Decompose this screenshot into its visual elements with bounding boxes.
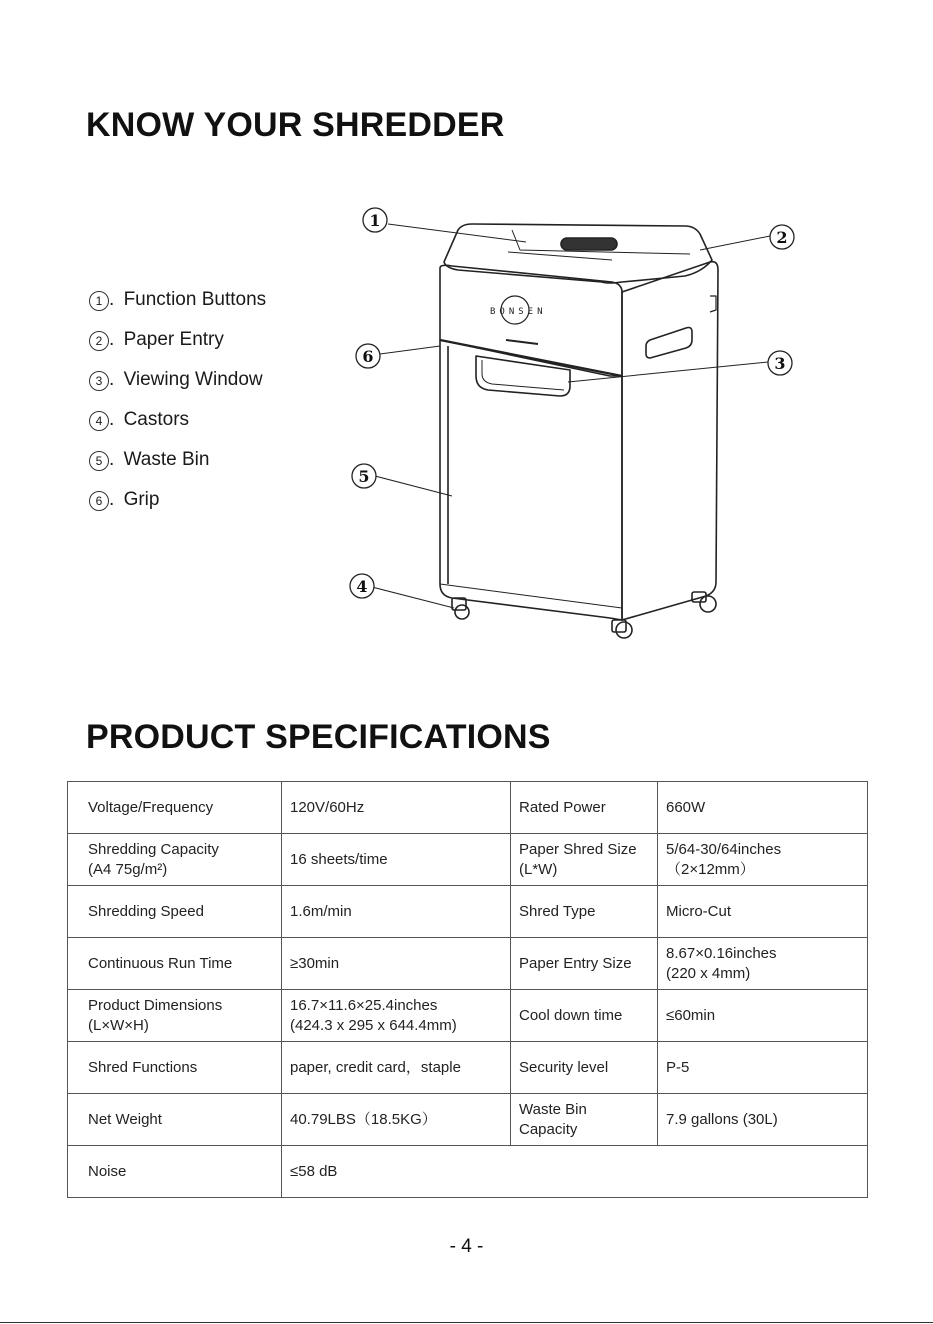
- table-row: [68, 782, 868, 834]
- parts-list: [89, 289, 266, 529]
- shredder-diagram: [340, 200, 800, 650]
- spec-label: Product Dimensions (L×W×H): [68, 990, 282, 1042]
- part-item-viewing-window: 3 . Viewing Window: [89, 369, 266, 409]
- spec-value: 1.6m/min: [282, 886, 511, 938]
- part-label: Viewing Window: [123, 369, 263, 390]
- callout-number: 1: [369, 211, 381, 230]
- part-item-waste-bin: 5 . Waste Bin: [89, 449, 266, 489]
- spec-label: Shredding Capacity (A4 75g/m²): [68, 834, 282, 886]
- spec-value: 40.79LBS（18.5KG）: [282, 1094, 511, 1146]
- product-specifications-title: PRODUCT SPECIFICATIONS: [86, 718, 551, 756]
- specifications-table: [67, 781, 868, 1198]
- leader-line-6: [380, 346, 440, 354]
- part-item-castors: 4 . Castors: [89, 409, 266, 449]
- spec-value: Micro-Cut: [658, 886, 868, 938]
- castor-front-right: [612, 620, 632, 638]
- part-number: 1: [89, 291, 109, 311]
- part-number: 2: [89, 331, 109, 351]
- spec-value: ≤58 dB: [282, 1146, 868, 1198]
- spec-label: Noise: [68, 1146, 282, 1198]
- callout-number: 3: [774, 354, 786, 373]
- spec-label: Net Weight: [68, 1094, 282, 1146]
- callout-5: [352, 464, 376, 488]
- table-row: [68, 990, 868, 1042]
- part-label: Grip: [123, 489, 160, 510]
- spec-value: 16 sheets/time: [282, 834, 511, 886]
- spec-value: 120V/60Hz: [282, 782, 511, 834]
- table-row: [68, 1146, 868, 1198]
- part-label: Paper Entry: [123, 329, 224, 350]
- spec-value: P-5: [658, 1042, 868, 1094]
- spec-label: Paper Shred Size (L*W): [511, 834, 658, 886]
- spec-label: Cool down time: [511, 990, 658, 1042]
- part-item-paper-entry: 2 . Paper Entry: [89, 329, 266, 369]
- spec-label: Paper Entry Size: [511, 938, 658, 990]
- table-row: [68, 1042, 868, 1094]
- shredder-side: [622, 262, 718, 620]
- part-number: 6: [89, 491, 109, 511]
- callout-number: 6: [362, 347, 374, 366]
- part-number: 5: [89, 451, 109, 471]
- bottom-rule: [0, 1322, 933, 1323]
- spec-label: Shred Type: [511, 886, 658, 938]
- spec-label: Shred Functions: [68, 1042, 282, 1094]
- part-item-function-buttons: 1 . Function Buttons: [89, 289, 266, 329]
- spec-label: Voltage/Frequency: [68, 782, 282, 834]
- function-buttons-panel: [561, 238, 617, 250]
- spec-value: paper, credit card，staple: [282, 1042, 511, 1094]
- part-label: Waste Bin: [123, 449, 210, 470]
- castor-front-left: [452, 598, 469, 619]
- part-number: 3: [89, 371, 109, 391]
- castor-back-right: [692, 592, 716, 612]
- spec-label: Shredding Speed: [68, 886, 282, 938]
- side-handle: [646, 328, 692, 359]
- spec-value: 16.7×11.6×25.4inches (424.3 x 295 x 644.4mm): [282, 990, 511, 1042]
- callout-4: [350, 574, 374, 598]
- table-row: [68, 938, 868, 990]
- page-number: - 4 -: [449, 1236, 484, 1257]
- spec-value: 660W: [658, 782, 868, 834]
- spec-value: ≤60min: [658, 990, 868, 1042]
- part-item-grip: 6 . Grip: [89, 489, 266, 529]
- leader-line-2: [700, 236, 770, 250]
- part-label: Castors: [123, 409, 190, 430]
- spec-label: Rated Power: [511, 782, 658, 834]
- callout-number: 4: [356, 577, 368, 596]
- table-row: [68, 834, 868, 886]
- spec-label: Continuous Run Time: [68, 938, 282, 990]
- know-your-shredder-title: KNOW YOUR SHREDDER: [86, 106, 505, 144]
- spec-value: 8.67×0.16inches (220 x 4mm): [658, 938, 868, 990]
- leader-line-1: [388, 224, 526, 242]
- spec-value: 5/64-30/64inches （2×12mm）: [658, 834, 868, 886]
- callout-2: [770, 225, 794, 249]
- spec-value: 7.9 gallons (30L): [658, 1094, 868, 1146]
- spec-label: Waste Bin Capacity: [511, 1094, 658, 1146]
- callout-3: [768, 351, 792, 375]
- callout-1: [363, 208, 387, 232]
- brand-logo: BONSEN: [490, 307, 547, 317]
- callout-6: [356, 344, 380, 368]
- table-row: [68, 1094, 868, 1146]
- spec-label: Security level: [511, 1042, 658, 1094]
- callout-number: 5: [358, 467, 370, 486]
- part-number: 4: [89, 411, 109, 431]
- waste-bin: [440, 340, 622, 620]
- callout-number: 2: [776, 228, 788, 247]
- part-label: Function Buttons: [123, 289, 267, 310]
- spec-value: ≥30min: [282, 938, 511, 990]
- table-row: [68, 886, 868, 938]
